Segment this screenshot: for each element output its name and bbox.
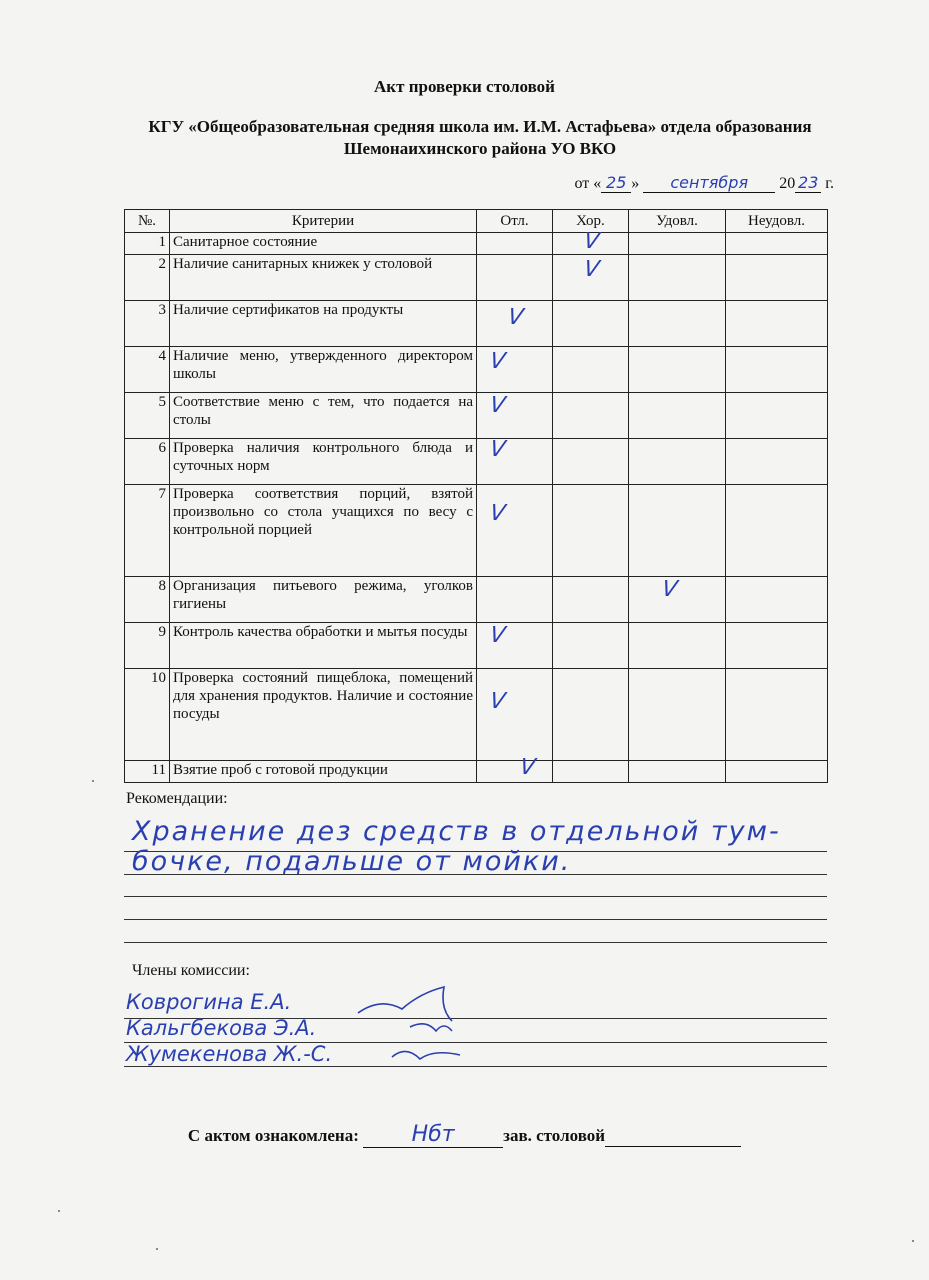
- date-day: 25: [601, 174, 631, 193]
- criterion-text: Взятие проб с готовой продукции: [170, 761, 477, 783]
- rating-cell: [553, 229, 629, 255]
- signoff-prefix: С актом ознакомлена:: [187, 1126, 359, 1145]
- rating-cell: [726, 761, 828, 783]
- check-mark-icon: V: [488, 349, 507, 374]
- rating-cell: [477, 301, 553, 347]
- row-number: 7: [125, 485, 170, 577]
- table-row: [125, 233, 828, 255]
- document-title: Акт проверки столовой: [374, 77, 555, 96]
- rating-cell: [629, 577, 726, 623]
- rating-cell: [629, 393, 726, 439]
- check-mark-icon: V: [488, 437, 507, 462]
- rating-cell: [553, 255, 629, 301]
- check-mark-icon: V: [488, 393, 507, 418]
- row-number: 4: [125, 347, 170, 393]
- criterion-text: Соответствие меню с тем, что подается на столы: [170, 393, 477, 439]
- rating-cell: [726, 233, 828, 255]
- check-mark-icon: V: [518, 755, 537, 780]
- criterion-text: Проверка наличия контрольного блюда и суточных норм: [170, 439, 477, 485]
- date-prefix: от «: [574, 175, 602, 192]
- scan-speck: [912, 1240, 914, 1242]
- commission-member: Жумекенова Ж.-С.: [126, 1042, 333, 1066]
- rating-cell: [553, 669, 629, 761]
- check-mark-icon: V: [488, 689, 507, 714]
- recommendation-line: [124, 942, 827, 943]
- check-mark-icon: V: [506, 305, 525, 330]
- date-mid: »: [631, 175, 640, 192]
- table-row: [125, 439, 828, 485]
- rating-cell: [629, 623, 726, 669]
- rating-cell: [726, 623, 828, 669]
- criteria-table: [124, 209, 828, 783]
- table-row: [125, 485, 828, 577]
- rating-cell: [477, 233, 553, 255]
- rating-cell: [629, 761, 726, 783]
- table-row: [125, 301, 828, 347]
- rating-cell: [477, 577, 553, 623]
- recommendation-text-1: Хранение дез средств в отдельной тум-: [132, 816, 781, 847]
- rating-cell: [477, 255, 553, 301]
- table-row: [125, 393, 828, 439]
- criterion-text: Контроль качества обработки и мытья посуды: [170, 623, 477, 669]
- rating-cell: [477, 669, 553, 761]
- row-number: 11: [125, 761, 170, 783]
- date-year-prefix: 20: [779, 175, 796, 192]
- rating-cell: [629, 255, 726, 301]
- scan-speck: [92, 780, 94, 782]
- rating-cell: [553, 485, 629, 577]
- recommendations-label: Рекомендации:: [126, 790, 228, 807]
- recommendation-text-2: бочке, подальше от мойки.: [132, 846, 572, 877]
- check-mark-icon: V: [660, 577, 679, 602]
- rating-cell: [726, 347, 828, 393]
- row-number: 6: [125, 439, 170, 485]
- row-number: 9: [125, 623, 170, 669]
- row-number: 5: [125, 393, 170, 439]
- rating-cell: [553, 439, 629, 485]
- signoff-role: зав. столовой: [503, 1126, 606, 1145]
- criterion-text: Проверка соответствия порций, взятой произвольно со стола учащихся по весу с контрольной порцией: [170, 485, 477, 577]
- criterion-text: Наличие меню, утвержденного директором школы: [170, 347, 477, 393]
- rating-cell: [629, 301, 726, 347]
- rating-cell: [629, 233, 726, 255]
- rating-cell: [553, 347, 629, 393]
- check-mark-icon: V: [582, 257, 601, 282]
- date-suffix: г.: [825, 175, 834, 192]
- rating-cell: [477, 393, 553, 439]
- commission-member: Коврогина Е.А.: [126, 990, 292, 1014]
- criterion-text: Проверка состояний пищеблока, помещений для хранения продуктов. Наличие и состояние посуды: [170, 669, 477, 761]
- rating-cell: [726, 393, 828, 439]
- rating-cell: [553, 577, 629, 623]
- signoff-line: [0, 1122, 929, 1148]
- rating-cell: [726, 485, 828, 577]
- date-year-suffix: 23: [795, 174, 821, 193]
- rating-cell: [553, 393, 629, 439]
- header-good: Хор.: [553, 210, 629, 233]
- table-row: [125, 623, 828, 669]
- table-row: [125, 669, 828, 761]
- table-row: [125, 255, 828, 301]
- rating-cell: [726, 577, 828, 623]
- check-mark-icon: V: [488, 501, 507, 526]
- rating-cell: [726, 439, 828, 485]
- row-number: 2: [125, 255, 170, 301]
- table-header-row: [125, 210, 828, 233]
- criterion-text: Санитарное состояние: [170, 233, 477, 255]
- signoff-role-blank: [605, 1126, 741, 1147]
- rating-cell: [553, 301, 629, 347]
- header-unsatisfactory: Неудовл.: [726, 210, 828, 233]
- row-number: 10: [125, 669, 170, 761]
- recommendation-line: [124, 919, 827, 920]
- document-date: [574, 174, 834, 193]
- check-mark-icon: V: [582, 229, 601, 254]
- criterion-text: Наличие санитарных книжек у столовой: [170, 255, 477, 301]
- row-number: 8: [125, 577, 170, 623]
- rating-cell: [477, 755, 553, 783]
- recommendation-line: [124, 896, 827, 897]
- rating-cell: [726, 301, 828, 347]
- scan-speck: [156, 1248, 158, 1250]
- table-row: [125, 761, 828, 783]
- header-satisfactory: Удовл.: [629, 210, 726, 233]
- organization-name: КГУ «Общеобразовательная средняя школа им. И.М. Астафьева» отдела образования Шемонаихинского района УО ВКО: [148, 117, 812, 158]
- member-signatures: [340, 975, 480, 1075]
- date-month: сентября: [643, 174, 775, 193]
- table-row: [125, 577, 828, 623]
- criterion-text: Организация питьевого режима, уголков гигиены: [170, 577, 477, 623]
- scan-speck: [58, 1210, 60, 1212]
- table-body: [125, 229, 828, 783]
- rating-cell: [477, 347, 553, 393]
- criterion-text: Наличие сертификатов на продукты: [170, 301, 477, 347]
- header-num: №.: [125, 210, 170, 233]
- header-excellent: Отл.: [477, 210, 553, 233]
- rating-cell: [477, 439, 553, 485]
- rating-cell: [726, 255, 828, 301]
- table-row: [125, 347, 828, 393]
- rating-cell: [477, 623, 553, 669]
- header-criteria: Критерии: [170, 210, 477, 233]
- rating-cell: [726, 669, 828, 761]
- rating-cell: [553, 761, 629, 783]
- commission-member: Кальгбекова Э.А.: [126, 1016, 317, 1040]
- rating-cell: [629, 439, 726, 485]
- rating-cell: [477, 485, 553, 577]
- rating-cell: [629, 347, 726, 393]
- row-number: 3: [125, 301, 170, 347]
- commission-label: Члены комиссии:: [132, 962, 250, 979]
- check-mark-icon: V: [488, 623, 507, 648]
- rating-cell: [553, 623, 629, 669]
- row-number: 1: [125, 233, 170, 255]
- signoff-signature: Нбт: [363, 1122, 503, 1148]
- rating-cell: [629, 485, 726, 577]
- rating-cell: [629, 669, 726, 761]
